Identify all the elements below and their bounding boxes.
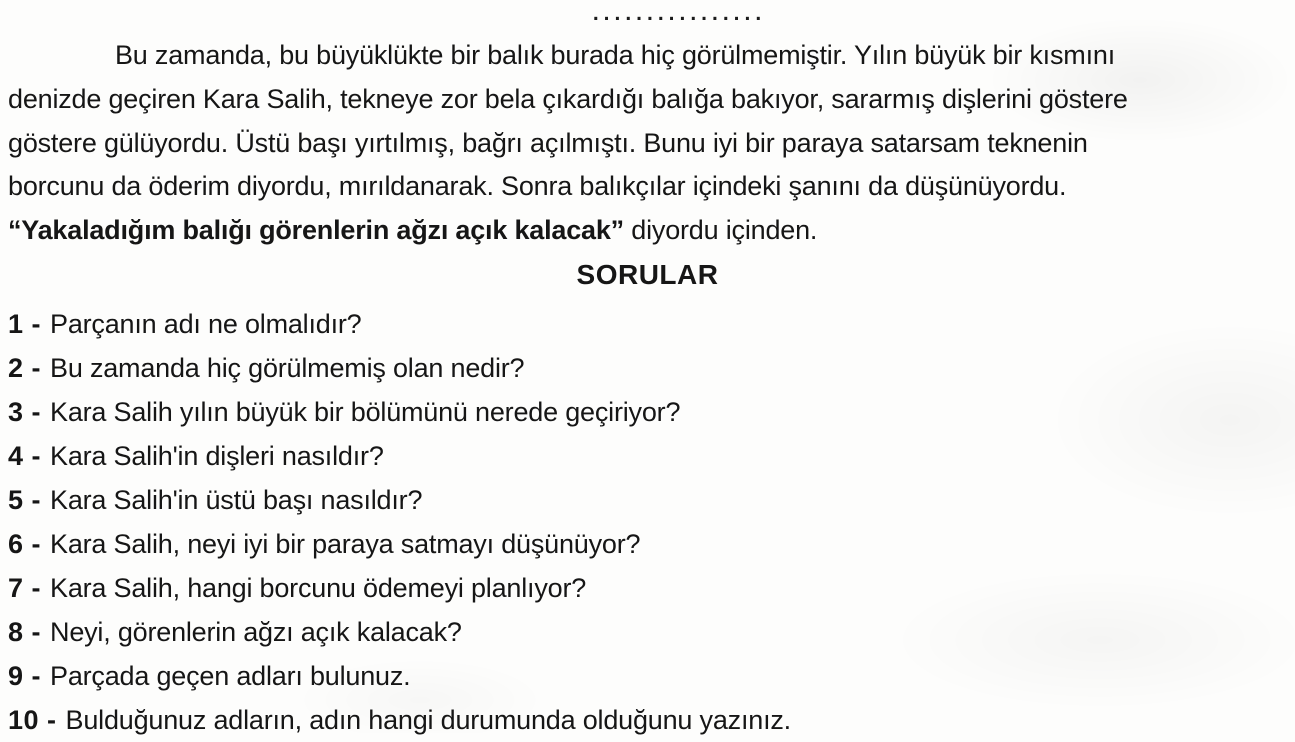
question-number: 9 - [8,660,42,691]
question-item [8,698,1287,742]
question-text: Kara Salih'in dişleri nasıldır? [50,440,384,471]
passage [8,34,1287,253]
questions-heading: SORULAR [576,258,719,290]
passage-line: borcunu da öderim diyordu, mırıldanarak. Sonra balıkçılar içindeki şanını da düşünüyordu. [8,171,1067,202]
question-number: 5 - [8,484,42,515]
top-ellipsis: ................ [592,2,767,25]
question-list [8,302,1287,742]
question-text: Kara Salih'in üstü başı nasıldır? [50,484,423,515]
question-number: 2 - [8,352,42,383]
question-item [8,610,1287,654]
passage-line: Bu zamanda, bu büyüklükte bir balık burada hiç görülmemiştir. Yılın büyük bir kısmını [115,40,1115,70]
question-item [8,654,1287,698]
question-item [8,390,1287,434]
question-item [8,302,1287,346]
question-number: 3 - [8,396,42,427]
question-number: 1 - [8,308,42,339]
question-number: 7 - [8,572,42,603]
question-text: Bu zamanda hiç görülmemiş olan nedir? [50,352,525,383]
question-item [8,346,1287,390]
passage-quote-line [8,209,1287,253]
question-number: 4 - [8,440,42,471]
question-item [8,434,1287,478]
quote-tail-text: diyordu içinden. [623,215,818,246]
question-item [8,478,1287,522]
question-text: Kara Salih, hangi borcunu ödemeyi planlıyor? [50,572,587,603]
question-text: Kara Salih, neyi iyi bir paraya satmayı düşünüyor? [50,528,641,559]
quote-bold-text: “Yakaladığım balığı görenlerin ağzı açık kalacak” [8,215,624,246]
question-text: Parçada geçen adları bulunuz. [50,660,411,691]
question-text: Neyi, görenlerin ağzı açık kalacak? [50,616,462,647]
passage-line: göstere gülüyordu. Üstü başı yırtılmış, bağrı açılmıştı. Bunu iyi bir paraya satarsam teknenin [8,127,1088,158]
question-text: Bulduğunuz adların, adın hangi durumunda olduğunu yazınız. [65,704,791,735]
question-item [8,566,1287,610]
question-item [8,522,1287,566]
question-text: Parçanın adı ne olmalıdır? [50,308,362,339]
passage-line: denizde geçiren Kara Salih, tekneye zor bela çıkardığı balığa bakıyor, sararmış dişlerini göstere [8,83,1128,114]
question-number: 10 - [8,704,57,735]
question-number: 6 - [8,528,42,559]
question-number: 8 - [8,616,42,647]
question-text: Kara Salih yılın büyük bir bölümünü nerede geçiriyor? [50,396,681,427]
